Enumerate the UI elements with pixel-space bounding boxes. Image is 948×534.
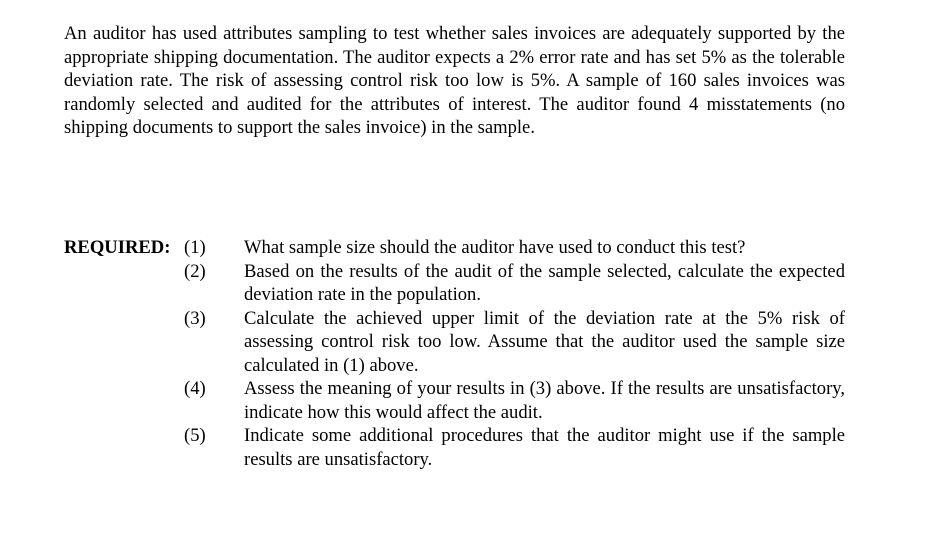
requirement-number: (5) xyxy=(184,425,206,446)
requirements-list xyxy=(64,236,845,471)
requirement-text: Based on the results of the audit of the sample selected, calculate the expected deviation rate in the population. xyxy=(244,260,845,305)
requirement-number: (3) xyxy=(184,307,206,329)
required-heading: REQUIRED: xyxy=(64,237,171,258)
requirement-item-5 xyxy=(64,424,845,471)
requirement-text: Assess the meaning of your results in (3) above. If the results are unsatisfactory, indicate how this would affect the audit. xyxy=(244,378,845,423)
requirement-item-4 xyxy=(64,377,845,424)
requirement-text: Calculate the achieved upper limit of the deviation rate at the 5% risk of assessing control risk too low. Assume that the auditor used the sample size calculated in (1) above. xyxy=(244,307,845,376)
requirement-item-2 xyxy=(64,260,845,307)
requirement-item-3 xyxy=(64,307,845,378)
requirement-text: What sample size should the auditor have used to conduct this test? xyxy=(244,237,746,258)
requirement-number: (1) xyxy=(184,237,206,258)
requirement-text: Indicate some additional procedures that the auditor might use if the sample results are unsatisfactory. xyxy=(244,425,845,470)
requirement-item-1 xyxy=(64,236,845,260)
intro-paragraph: An auditor has used attributes sampling to test whether sales invoices are adequately supported by the appropriate shipping documentation. The auditor expects a 2% error rate and has set 5% as the tolerable deviation rate. The risk of assessing control risk too low is 5%. A sample of 160 sales invoices was randomly selected and audited for the attributes of interest. The auditor found 4 misstatements (no shipping documents to support the sales invoice) in the sample. xyxy=(64,23,845,138)
requirement-number: (2) xyxy=(184,260,206,282)
requirement-number: (4) xyxy=(184,378,206,399)
